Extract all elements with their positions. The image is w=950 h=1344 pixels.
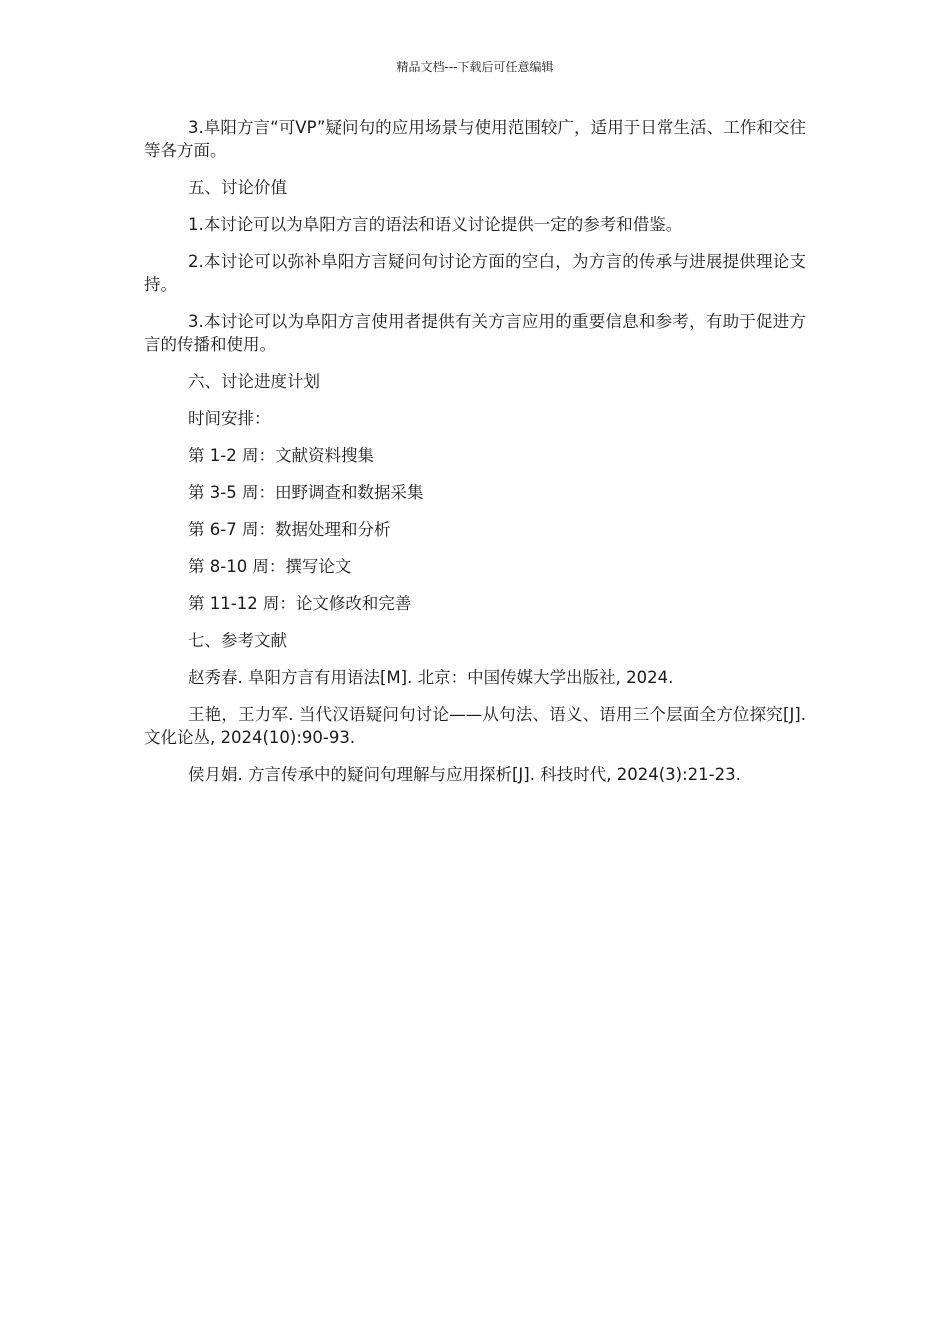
paragraph-scope: 3.阜阳方言“可VP”疑问句的应用场景与使用范围较广，适用于日常生活、工作和交往等各方面。 [144,118,806,160]
schedule-item: 第 6-7 周：数据处理和分析 [188,520,391,539]
schedule-item: 第 3-5 周：田野调查和数据采集 [188,483,424,502]
paragraph-value-2: 2.本讨论可以弥补阜阳方言疑问句讨论方面的空白，为方言的传承与进展提供理论支持。 [144,252,806,294]
paragraph-value-1: 1.本讨论可以为阜阳方言的语法和语义讨论提供一定的参考和借鉴。 [188,215,683,234]
section-heading-schedule: 六、讨论进度计划 [188,372,320,391]
schedule-item: 第 8-10 周：撰写论文 [188,557,352,576]
page-header: 精品文档---下载后可任意编辑 [396,60,554,74]
schedule-item: 第 11-12 周：论文修改和完善 [188,594,412,613]
section-heading-value: 五、讨论价值 [188,178,287,197]
reference-item: 赵秀春. 阜阳方言有用语法[M]. 北京：中国传媒大学出版社, 2024. [188,668,674,687]
reference-item: 王艳，王力军. 当代汉语疑问句讨论——从句法、语义、语用三个层面全方位探究[J]. 文化论丛, 2024(10):90-93. [144,705,806,747]
schedule-item: 第 1-2 周：文献资料搜集 [188,446,374,465]
schedule-intro: 时间安排： [188,409,271,428]
document-body [144,116,806,800]
reference-item: 侯月娟. 方言传承中的疑问句理解与应用探析[J]. 科技时代, 2024(3):21-23. [188,765,741,784]
paragraph-value-3: 3.本讨论可以为阜阳方言使用者提供有关方言应用的重要信息和参考，有助于促进方言的传播和使用。 [144,312,806,354]
section-heading-references: 七、参考文献 [188,631,287,650]
